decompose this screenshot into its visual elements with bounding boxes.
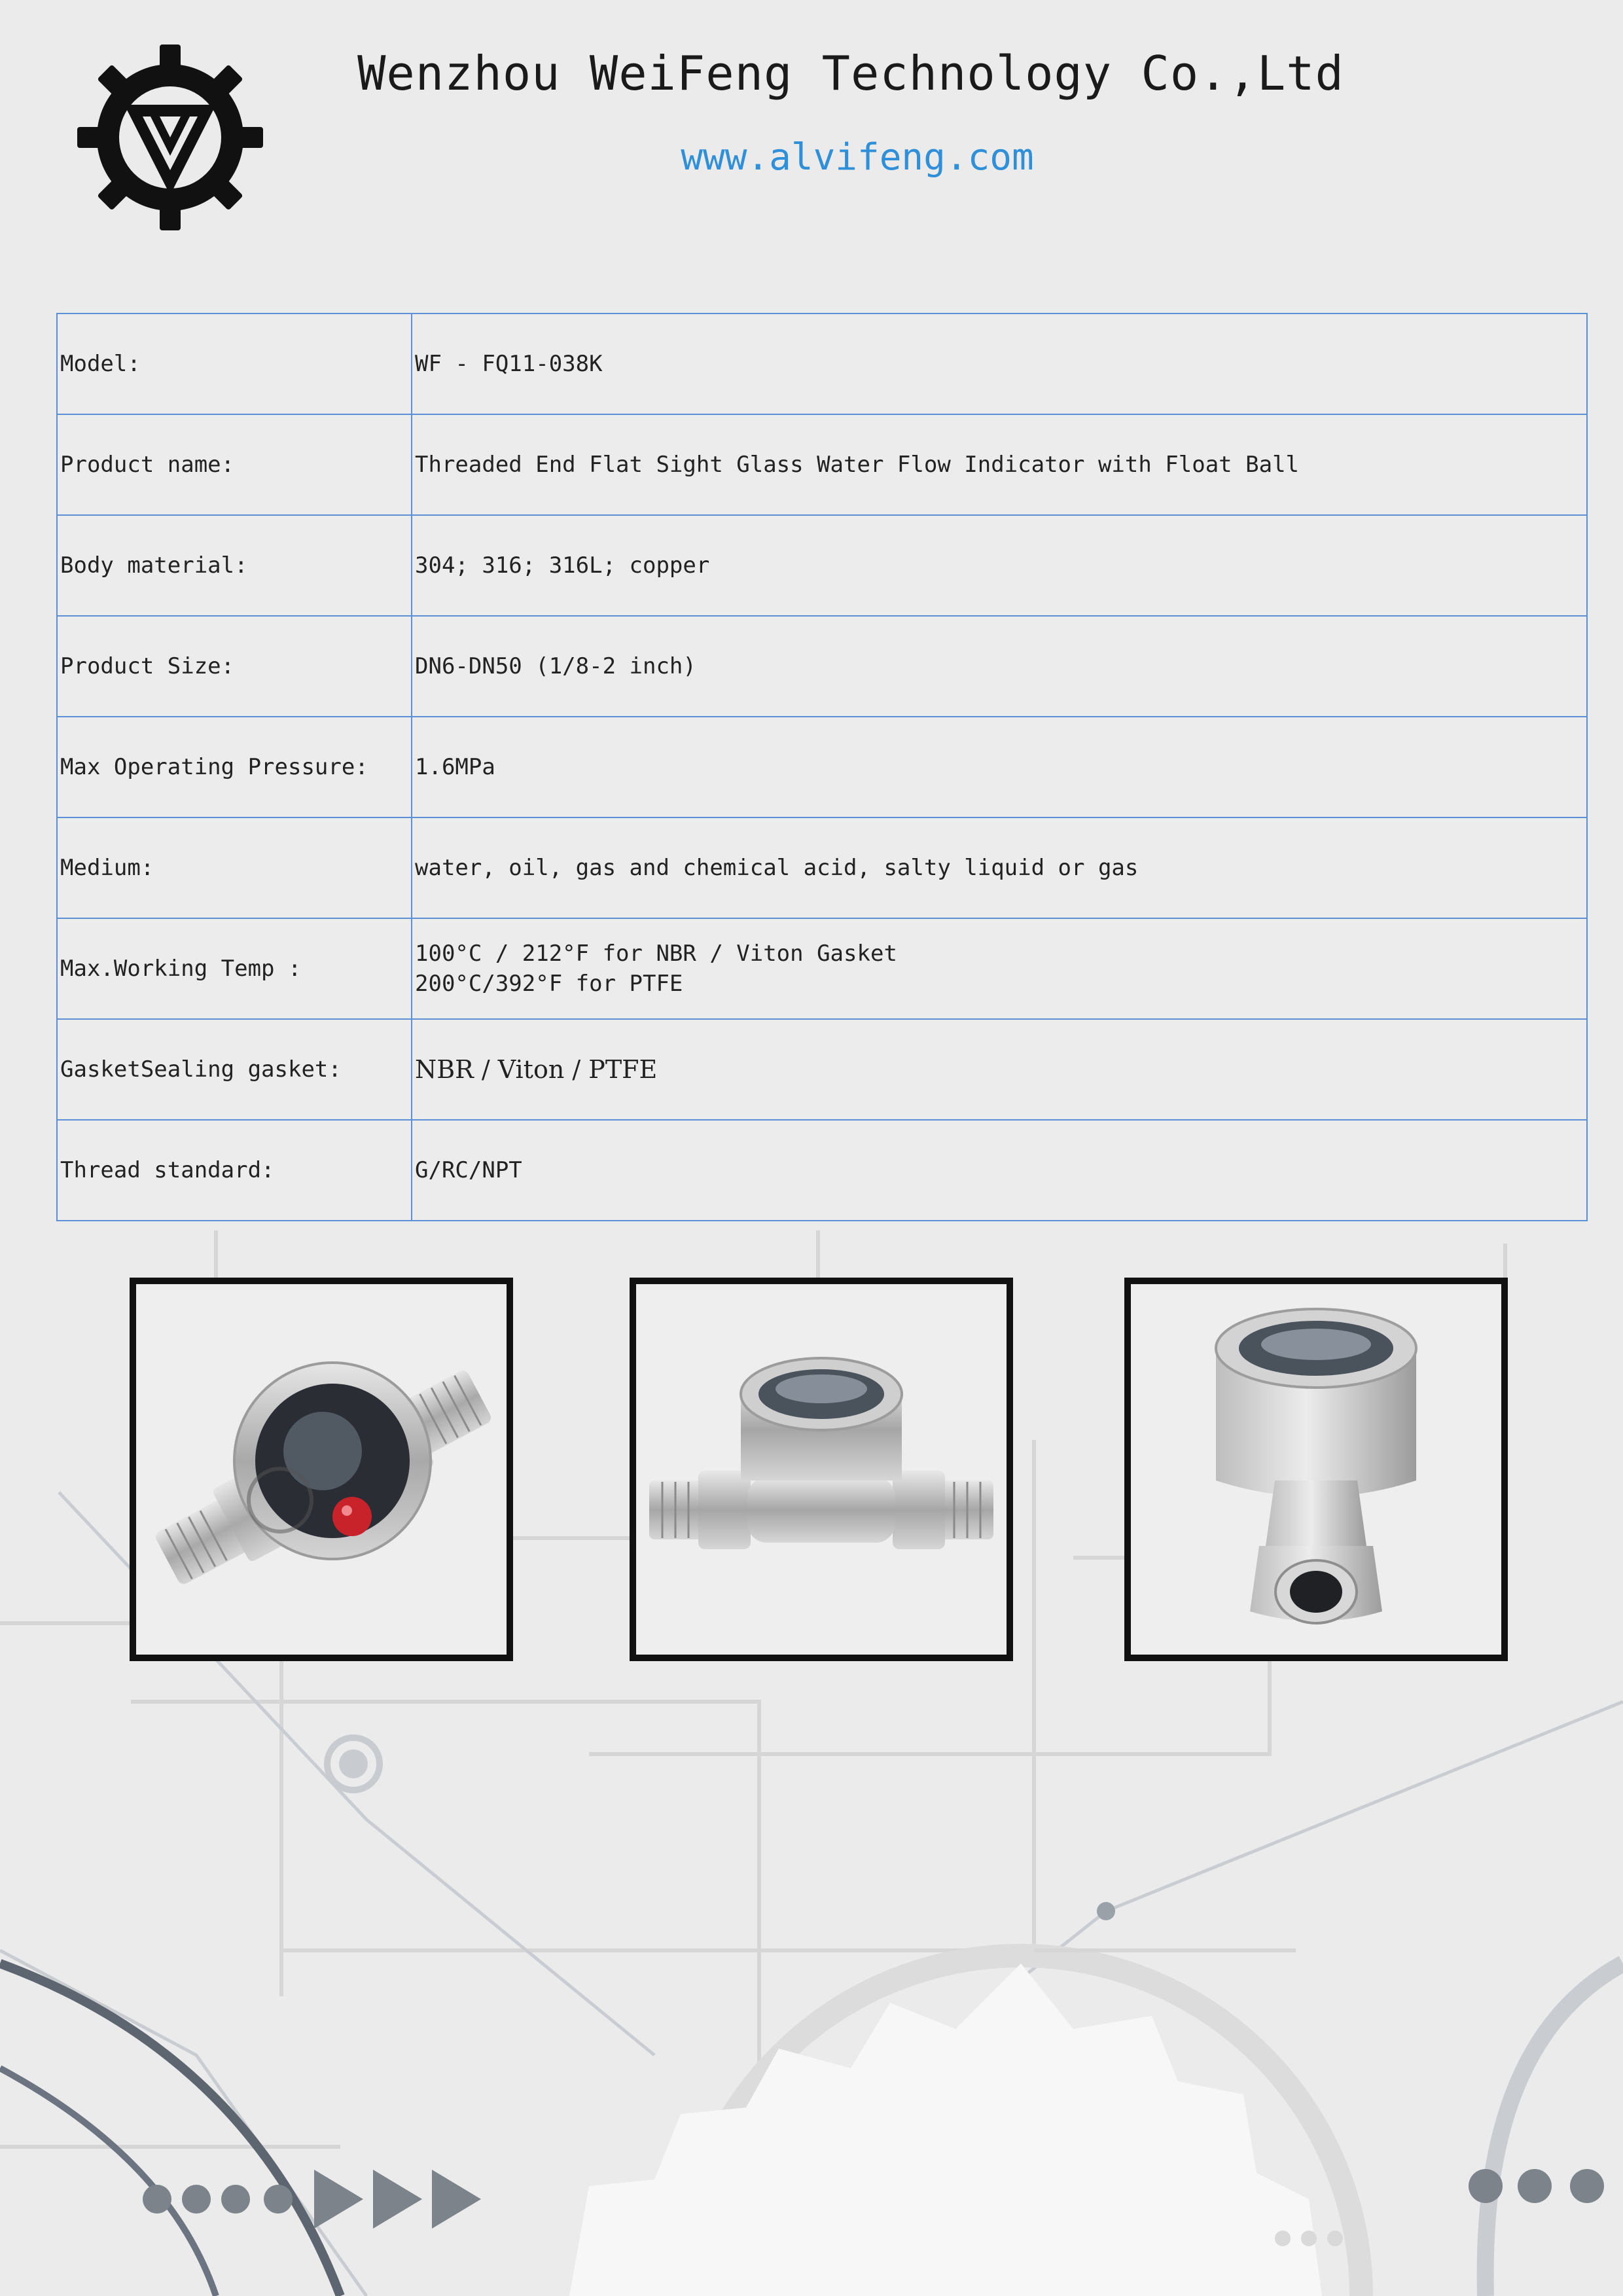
spec-value-product-size (412, 616, 1587, 717)
value-line: WF - FQ11-038K (415, 351, 603, 377)
spec-value-max-pressure (412, 717, 1587, 817)
spec-label-gasket: GasketSealing gasket: (57, 1019, 412, 1120)
table-row (57, 918, 1587, 1019)
spec-value-body-material (412, 515, 1587, 616)
table-row (57, 1019, 1587, 1120)
sight-glass-angled-view-icon (136, 1284, 507, 1655)
company-website-link[interactable]: www.alvifeng.com (681, 136, 1034, 179)
spec-value-thread (412, 1120, 1587, 1221)
value-line: 1.6MPa (415, 754, 495, 780)
value-line: 304; 316; 316L; copper (415, 552, 710, 579)
spec-label-max-pressure: Max Operating Pressure: (57, 717, 412, 817)
spec-value-gasket (412, 1019, 1587, 1120)
value-line: 100°C / 212°F for NBR / Viton Gasket (415, 941, 897, 967)
spec-value-max-temp (412, 918, 1587, 1019)
value-line: 200°C/392°F for PTFE (415, 971, 683, 997)
table-row (57, 414, 1587, 515)
spec-label-product-size: Product Size: (57, 616, 412, 717)
spec-value-medium (412, 817, 1587, 918)
spec-label-thread: Thread standard: (57, 1120, 412, 1221)
value-line: G/RC/NPT (415, 1157, 522, 1183)
spec-label-max-temp: Max.Working Temp : (57, 918, 412, 1019)
table-row (57, 616, 1587, 717)
gear-triangle-logo-icon (77, 45, 263, 230)
product-photo-front (630, 1278, 1013, 1661)
spec-value-model (412, 314, 1587, 414)
table-row (57, 1120, 1587, 1221)
value-line: NBR / Viton / PTFE (415, 1055, 658, 1084)
value-line: DN6-DN50 (1/8-2 inch) (415, 653, 696, 679)
product-photo-top (1124, 1278, 1508, 1661)
table-row (57, 515, 1587, 616)
table-row (57, 314, 1587, 414)
sight-glass-top-view-icon (1131, 1284, 1501, 1655)
company-name: Wenzhou WeiFeng Technology Co.,Ltd (357, 46, 1344, 101)
spec-label-product-name: Product name: (57, 414, 412, 515)
table-row (57, 817, 1587, 918)
spec-label-medium: Medium: (57, 817, 412, 918)
value-line: water, oil, gas and chemical acid, salty liquid or gas (415, 855, 1139, 881)
sight-glass-front-view-icon (636, 1284, 1007, 1655)
product-photo-angled (130, 1278, 513, 1661)
spec-value-product-name (412, 414, 1587, 515)
spec-label-model: Model: (57, 314, 412, 414)
spec-label-body-material: Body material: (57, 515, 412, 616)
value-line: Threaded End Flat Sight Glass Water Flow Indicator with Float Ball (415, 452, 1300, 478)
table-row (57, 717, 1587, 817)
spec-table (56, 313, 1588, 1221)
